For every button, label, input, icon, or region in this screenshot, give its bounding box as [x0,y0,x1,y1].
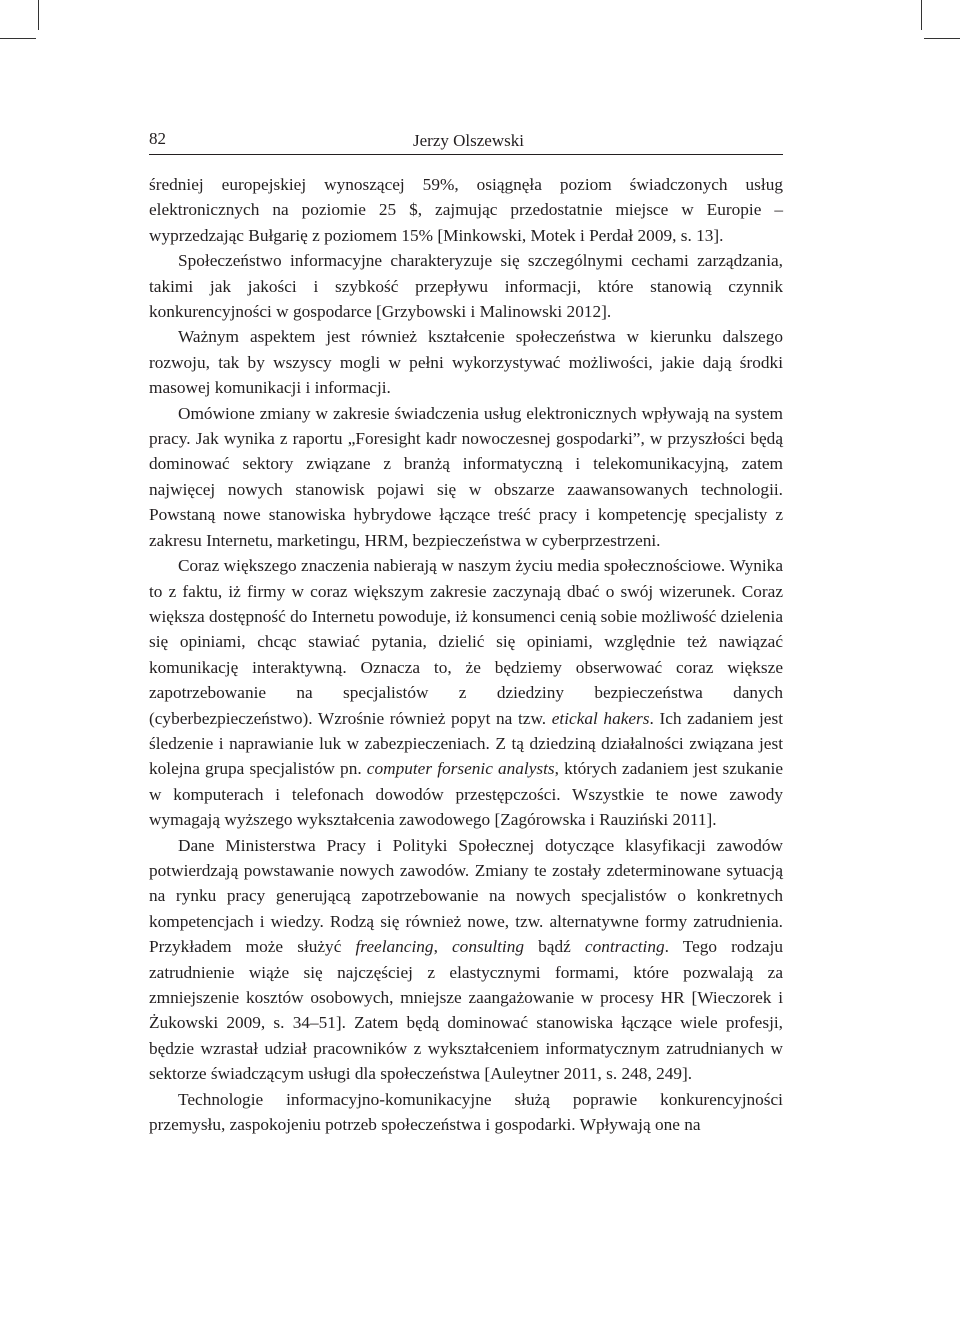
italic-term: consulting [452,937,525,957]
document-page [149,126,783,1137]
text-segment: bądź [524,937,585,957]
text-segment: Dane Ministerstwa Pracy i Polityki Społecznej dotyczące klasyfikacji zawodów potwierdzają powstawanie nowych zawodów. Zmiany te zostały zdeterminowane sytuacją na rynku pracy generującą zapotrzebowanie na nowych specjalistów o konkretnych kompetencjach i wiedzy. Rodzą się również nowe, tzw. alternatywne formy zatrudnienia. Przykładem może służyć [149,835,783,957]
text-segment: , których zadaniem jest szukanie w komputerach i telefonach dowodów przestępczości. Wszystkie te nowe zawody wymagają wyższego wykształcenia zawodowego [Zagórowska i Rauziński 2011]. [149,759,783,830]
text-segment: . Tego rodzaju zatrudnienie wiąże się najczęściej z elastycznymi formami, które pozwalają za zmniejszenie kosztów osobowych, mniejsze zaangażowanie w procesy HR [Wieczorek i Żukowski 2009, s. 34–51]. Zatem będą dominować stanowiska łączące wiele profesji, będzie wzrastał udział pracowników z wykształceniem informatycznym zatrudnianych w sektorze świadczącym usługi dla społeczeństwa [Auleytner 2011, s. 248, 249]. [149,937,783,1084]
page-number: 82 [149,129,166,148]
running-head-author: Jerzy Olszewski [413,131,524,150]
italic-term: freelancing [355,937,434,957]
crop-mark-top-right-horizontal [924,38,960,39]
crop-mark-top-left-horizontal [0,38,36,39]
italic-term: etickal hakers [551,708,650,728]
body-paragraph [149,172,783,248]
italic-term: computer forsenic analysts [366,759,555,779]
text-segment: średniej europejskiej wynoszącej 59%, osiągnęła poziom świadczonych usług elektronicznych na poziomie 25 $, zajmując przedostatnie miejsce w Europie – wyprzedzając Bułgarię z poziomem 15% [Minkowski, Motek i Perdał 2009, s. 13]. [149,175,783,245]
text-segment: , [433,937,453,957]
text-segment: Technologie informacyjno-komunikacyjne służą poprawie konkurencyjności przemysłu, zaspokojeniu potrzeb społeczeństwa i gospodarki. Wpływają one na [149,1089,783,1135]
text-segment: . Ich zadaniem jest śledzenie i naprawianie luk w zabezpieczeniach. Z tą dziedziną działalności związana jest kolejna grupa specjalistów pn. [149,708,783,779]
text-segment: Ważnym aspektem jest również kształcenie społeczeństwa w kierunku dalszego rozwoju, tak by wszyscy mogli w pełni wykorzystywać możliwości, jakie dają środki masowej komunikacji i informacji. [149,327,783,398]
italic-term: contracting [584,937,665,957]
text-segment: Omówione zmiany w zakresie świadczenia usług elektronicznych wpływają na system pracy. Jak wynika z raportu „Foresight kadr nowoczesnej gospodarki”, w przyszłości będą dominować sektory związane z branżą informatyczną i telekomunikacyjną, zatem najwięcej nowych stanowisk pojawi się w obszarze zaawansowanych technologii. Powstaną nowe stanowiska hybrydowe łączące treść pracy i kompetencję specjalisty z zakresu Internetu, marketingu, HRM, bezpieczeństwa w cyberprzestrzeni. [149,403,783,550]
text-segment: Coraz większego znaczenia nabierają w naszym życiu media społecznościowe. Wynika to z faktu, iż firmy w coraz większym zakresie zaczynają dbać o swój wizerunek. Coraz większa dostępność do Internetu powoduje, iż konsumenci cenią sobie możliwość dzielenia się opiniami, chcąc stawiać pytania, dzielić się opiniami, względnie też nawiązać komunikację interaktywną. Oznacza to, że będziemy obserwować coraz większe zapotrzebowanie na specjalistów z dziedziny bezpieczeństwa danych (cyberbezpieczeństwo). Wzrośnie również popyt na tzw. [149,556,783,728]
crop-mark-top-right-vertical [921,0,922,30]
body-paragraph [149,401,783,553]
body-paragraph [149,553,783,832]
body-text [149,172,783,1137]
body-paragraph [149,324,783,400]
text-segment: Społeczeństwo informacyjne charakteryzuje się szczególnymi cechami zarządzania, takimi jak jakości i szybkość przepływu informacji, które stanowią czynnik konkurencyjności w gospodarce [Grzybowski i Malinowski 2012]. [149,251,783,322]
body-paragraph [149,1087,783,1138]
crop-mark-top-left-vertical [38,0,39,30]
body-paragraph [149,833,783,1087]
body-paragraph [149,248,783,324]
running-head [149,126,783,155]
